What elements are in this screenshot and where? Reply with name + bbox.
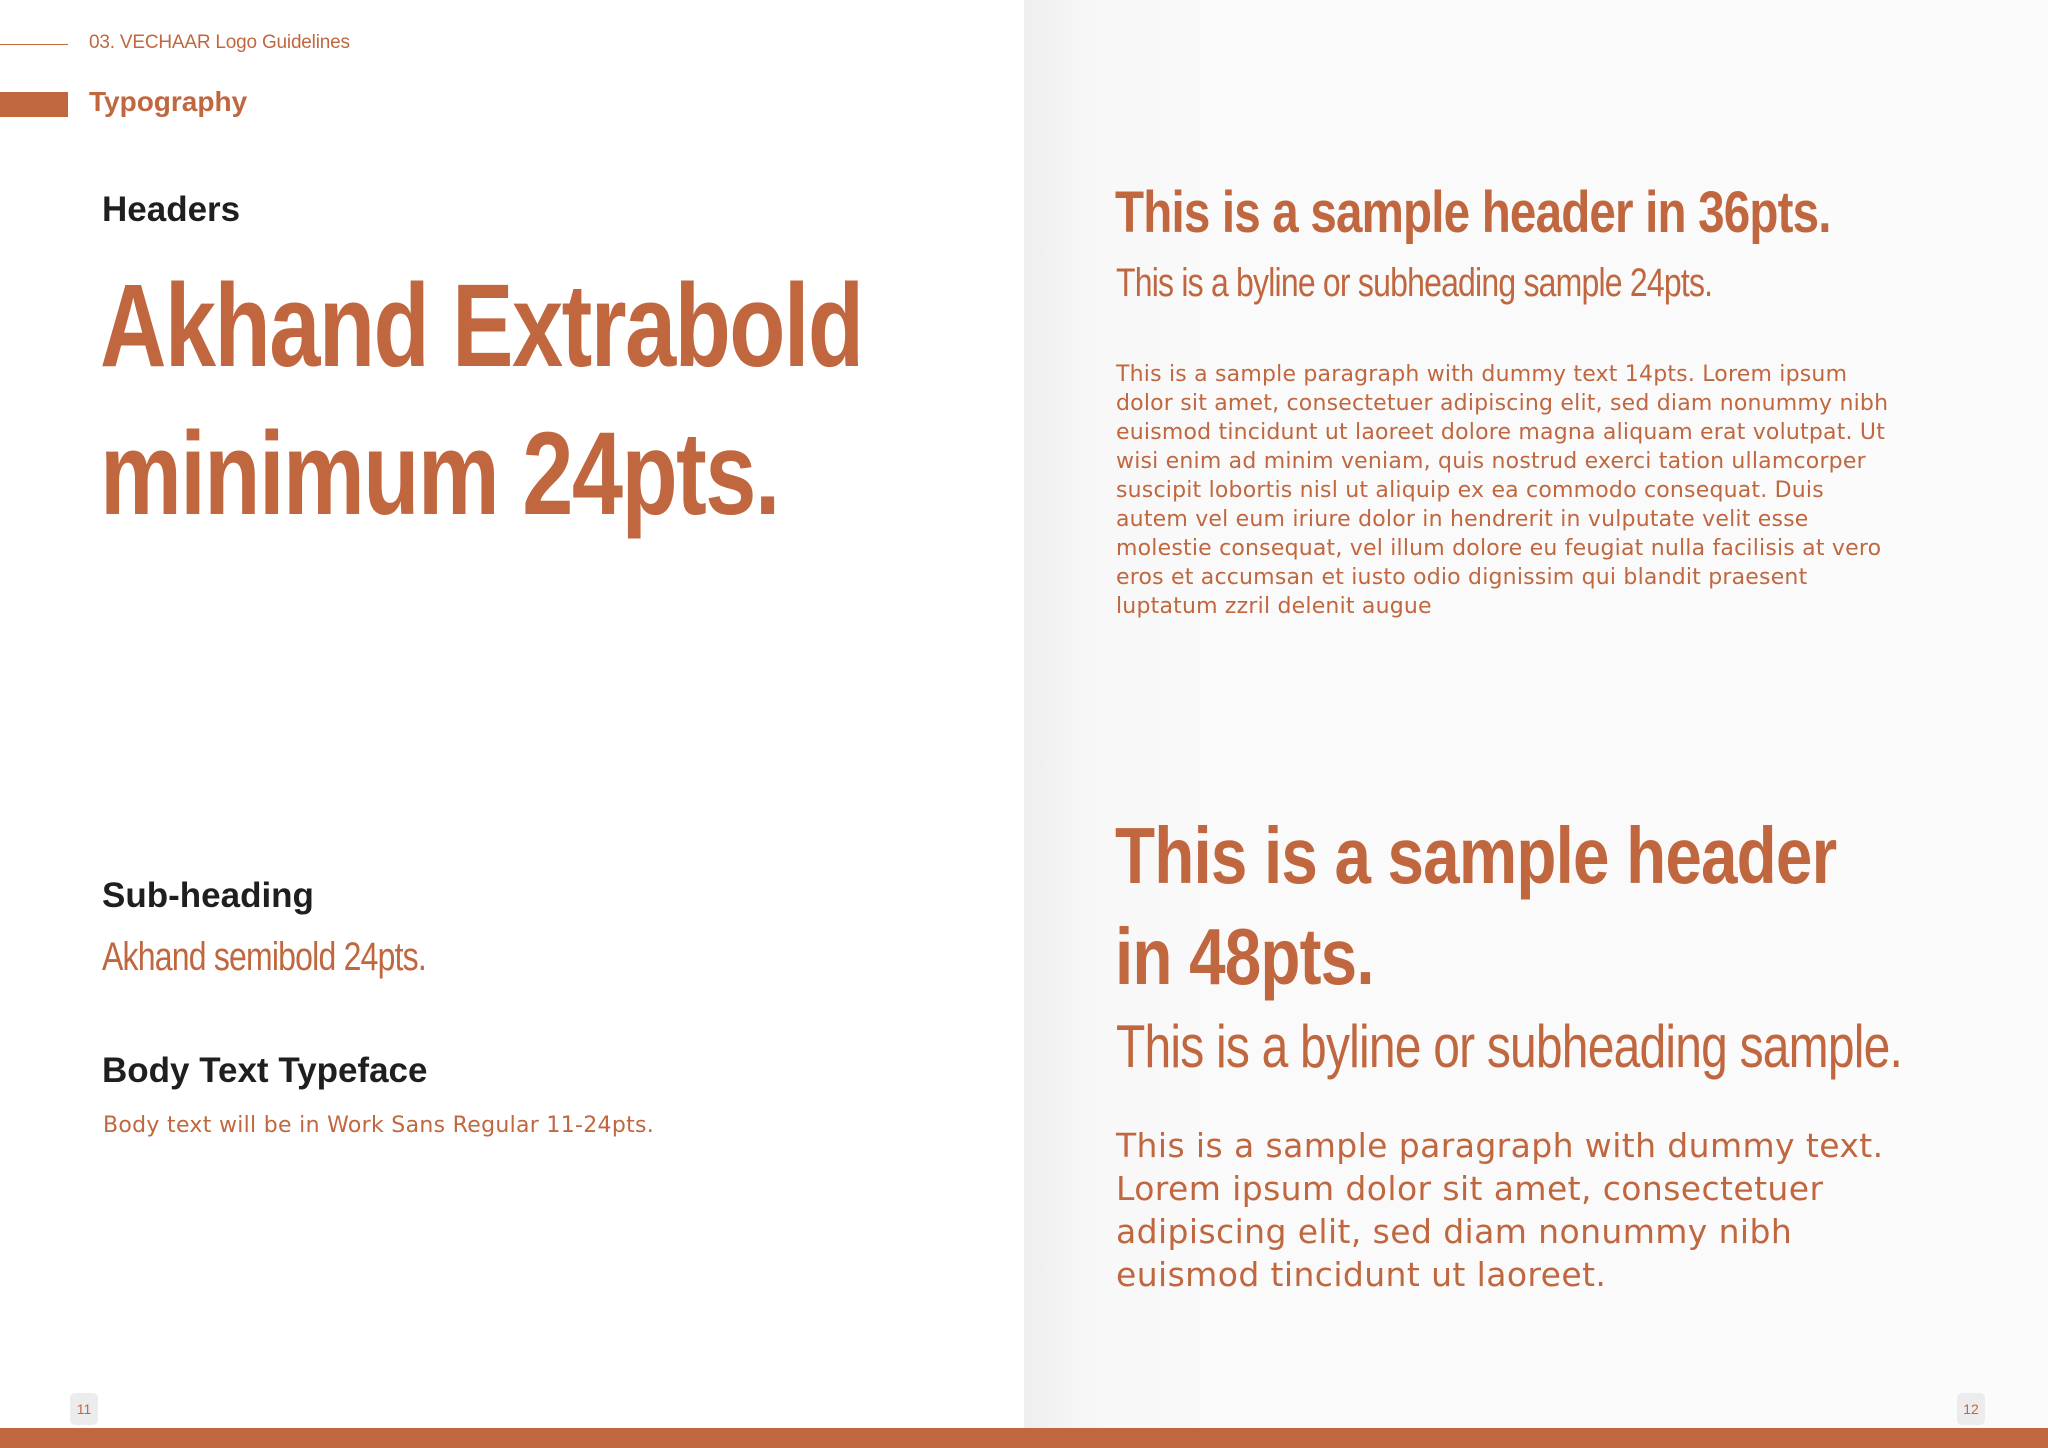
- sample-header-48pt-line-1: This is a sample header: [1115, 811, 1837, 900]
- footer-accent-bar: [0, 1428, 2048, 1448]
- sample-byline-24pt: This is a byline or subheading sample 24pts.: [1116, 261, 1713, 305]
- sample-byline-large: This is a byline or subheading sample.: [1116, 1013, 1903, 1080]
- paragraph-line: Lorem ipsum dolor sit amet, consectetuer: [1116, 1169, 1824, 1208]
- header-rule: [0, 44, 68, 45]
- subheading-font-specimen: Akhand semibold 24pts.: [102, 935, 426, 979]
- section-label: 03. VECHAAR Logo Guidelines: [89, 32, 350, 53]
- paragraph-line: autem vel eum iriure dolor in hendrerit in vulputate velit esse: [1116, 507, 1809, 532]
- section-title-bar: [0, 92, 68, 117]
- paragraph-line: molestie consequat, vel illum dolore eu feugiat nulla facilisis at vero: [1116, 536, 1882, 561]
- paragraph-line: euismod tincidunt ut laoreet dolore magna aliquam erat volutpat. Ut: [1116, 420, 1886, 445]
- paragraph-line: eros et accumsan et iusto odio dignissim qui blandit praesent: [1116, 565, 1808, 590]
- headers-font-line-2: minimum 24pts.: [100, 408, 779, 540]
- headers-label: Headers: [102, 190, 241, 229]
- body-typeface-specimen: Body text will be in Work Sans Regular 11-24pts.: [103, 1113, 655, 1138]
- sample-paragraph-14pt: [1116, 360, 1956, 621]
- headers-font-specimen: [100, 252, 863, 548]
- paragraph-line: luptatum zzril delenit augue: [1116, 594, 1432, 619]
- sample-paragraph-large: [1116, 1124, 1976, 1296]
- sample-header-48pt: [1115, 805, 1836, 1007]
- headers-font-line-1: Akhand Extrabold: [100, 260, 863, 392]
- sample-header-48pt-line-2: in 48pts.: [1115, 912, 1374, 1001]
- paragraph-line: dolor sit amet, consectetuer adipiscing elit, sed diam nonummy nibh: [1116, 391, 1889, 416]
- paragraph-line: This is a sample paragraph with dummy text.: [1116, 1126, 1884, 1165]
- paragraph-line: This is a sample paragraph with dummy text 14pts. Lorem ipsum: [1116, 362, 1848, 387]
- paragraph-line: adipiscing elit, sed diam nonummy nibh: [1116, 1212, 1793, 1251]
- subheading-label: Sub-heading: [102, 876, 314, 915]
- paragraph-line: wisi enim ad minim veniam, quis nostrud exerci tation ullamcorper: [1116, 449, 1866, 474]
- section-title: Typography: [89, 86, 248, 117]
- page-number-right: 12: [1957, 1393, 1985, 1425]
- paragraph-line: euismod tincidunt ut laoreet.: [1116, 1255, 1607, 1294]
- sample-header-36pt: This is a sample header in 36pts.: [1115, 180, 1831, 245]
- body-typeface-label: Body Text Typeface: [102, 1051, 428, 1090]
- page-number-left: 11: [70, 1393, 98, 1425]
- paragraph-line: suscipit lobortis nisl ut aliquip ex ea commodo consequat. Duis: [1116, 478, 1824, 503]
